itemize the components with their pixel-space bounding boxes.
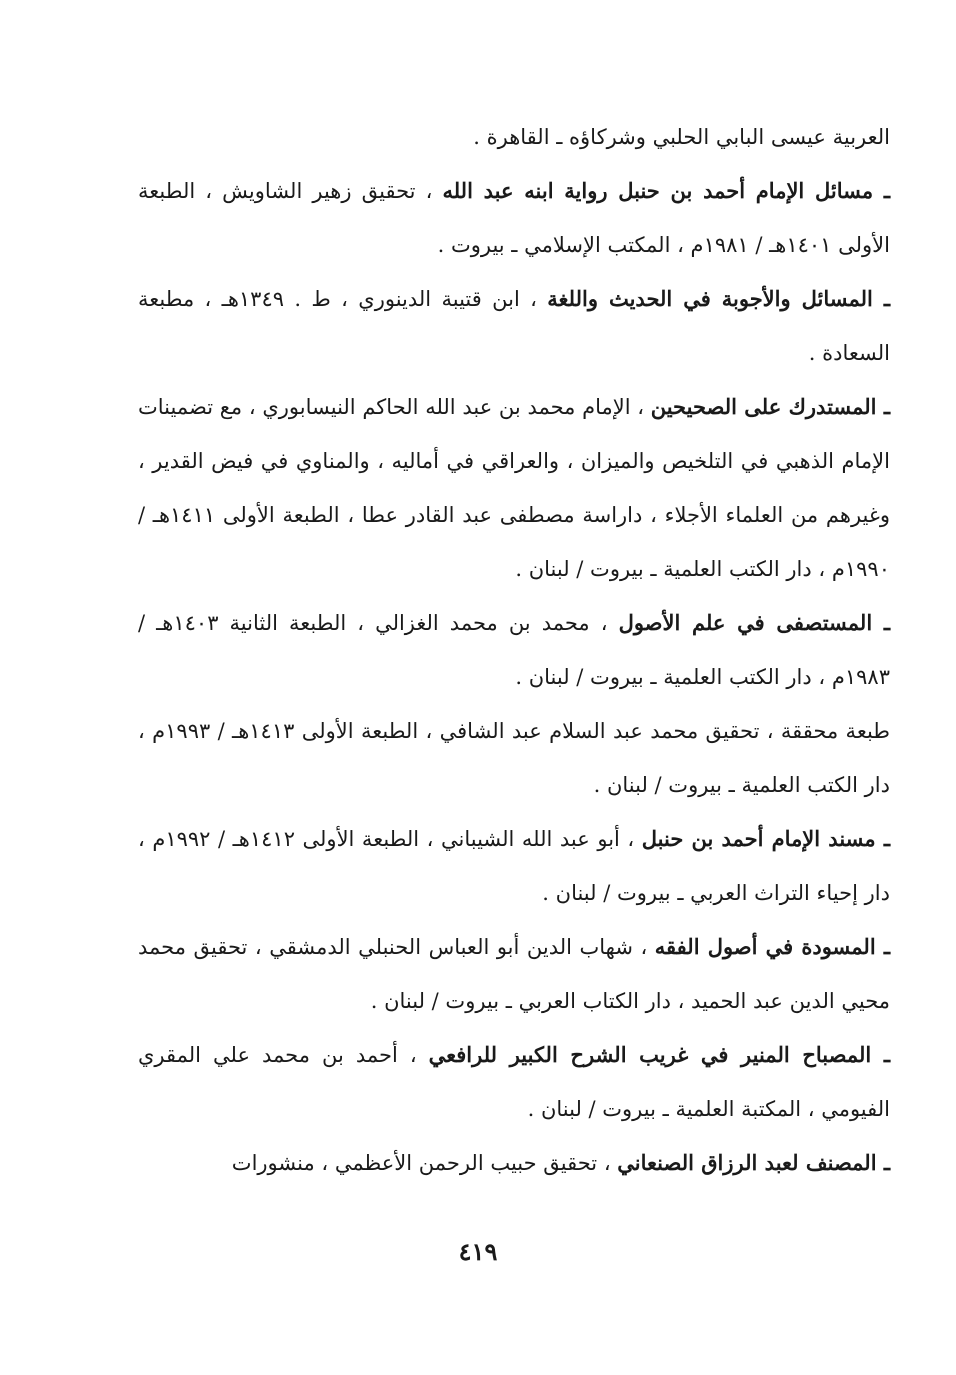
entry-title: ـ المستدرك على الصحيحين	[650, 394, 890, 419]
bibliography-entry	[138, 1028, 890, 1136]
bibliography-entry	[138, 596, 890, 704]
bibliography-entry	[138, 110, 890, 164]
bibliography-entry	[138, 380, 890, 596]
entry-title: ـ المصباح المنير في غريب الشرح الكبير للرافعي	[428, 1042, 890, 1067]
bibliography-entry	[138, 920, 890, 1028]
bibliography-entry	[138, 272, 890, 380]
entry-title: ـ المسودة في أصول الفقه	[654, 934, 890, 959]
entry-details: طبعة محققة ، تحقيق محمد عبد السلام عبد الشافي ، الطبعة الأولى ١٤١٣هـ / ١٩٩٣م ، دار الكتب العلمية ـ بيروت / لبنان .	[138, 719, 890, 797]
entry-details: ، تحقيق زهير الشاويش ، الطبعة الأولى ١٤٠١هـ / ١٩٨١م ، المكتب الإسلامي ـ بيروت .	[138, 179, 890, 257]
entry-details: العربية عيسى البابي الحلبي وشركاؤه ـ القاهرة .	[473, 125, 890, 149]
bibliography-entry	[138, 812, 890, 920]
bibliography-entry	[138, 1136, 890, 1190]
entry-title: ـ مسائل الإمام أحمد بن حنبل رواية ابنه عبد الله	[442, 178, 890, 203]
page-number: ٤١٩	[458, 1237, 498, 1266]
entry-details: ، أبو عبد الله الشيباني ، الطبعة الأولى ١٤١٢هـ / ١٩٩٢م ، دار إحياء التراث العربي ـ بيروت / لبنان .	[138, 827, 890, 905]
entry-details: ، أحمد بن محمد علي المقري الفيومي ، المكتبة العلمية ـ بيروت / لبنان .	[138, 1043, 890, 1121]
entry-title: ـ المستصفى في علم الأصول	[618, 610, 890, 635]
entry-details: ، الإمام محمد بن عبد الله الحاكم النيسابوري ، مع تضمينات الإمام الذهبي في التلخيص والميزان ، والعراقي في أماليه ، والمناوي في فيض القدير ، وغيرهم من العلماء الأجلاء ، داراسة مصطفى عبد القادر عطا ، الطبعة الأولى ١٤١١هـ / ١٩٩٠م ، دار الكتب العلمية ـ بيروت / لبنان .	[138, 395, 890, 581]
entry-details: ، ابن قتيبة الدينوري ، ط . ١٣٤٩هـ ، مطبعة السعادة .	[138, 287, 890, 365]
entry-title: ـ مسند الإمام أحمد بن حنبل	[641, 826, 890, 851]
bibliography-entry	[138, 164, 890, 272]
entry-title: ـ المسائل والأجوبة في الحديث واللغة	[547, 286, 890, 311]
entry-details: ، شهاب الدين أبو العباس الحنبلي الدمشقي ، تحقيق محمد محيي الدين عبد الحميد ، دار الكتاب العربي ـ بيروت / لبنان .	[138, 935, 890, 1013]
entry-details: ، تحقيق حبيب الرحمن الأعظمي ، منشورات	[231, 1151, 618, 1175]
bibliography-entry	[138, 704, 890, 812]
entry-title: ـ المصنف لعبد الرزاق الصنعاني	[617, 1150, 890, 1175]
entry-details: ، محمد بن محمد الغزالي ، الطبعة الثانية ١٤٠٣هـ / ١٩٨٣م ، دار الكتب العلمية ـ بيروت / لبنان .	[138, 611, 890, 689]
bibliography-text	[138, 110, 890, 1190]
